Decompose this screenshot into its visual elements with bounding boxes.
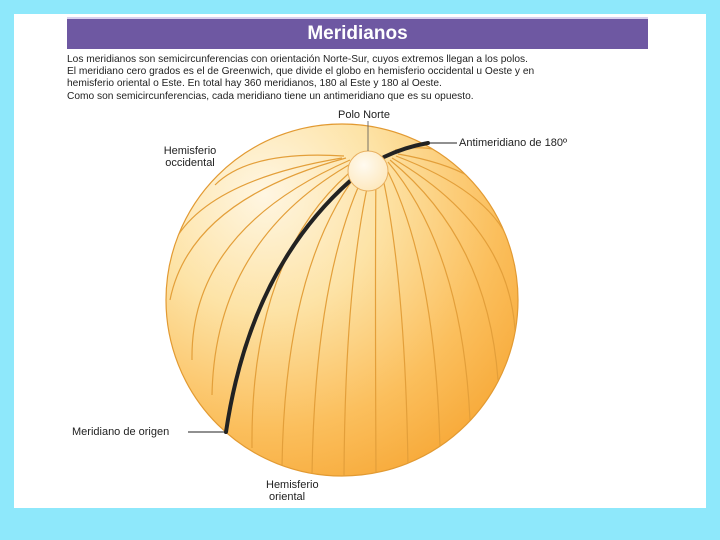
page-title: Meridianos — [67, 17, 648, 49]
intro-line: hemisferio oriental o Este. En total hay 360 meridianos, 180 al Este y 180 al Oeste. — [67, 78, 442, 90]
western-hemisphere-label — [154, 145, 226, 169]
western-hemisphere-line: Hemisferio — [163, 145, 217, 157]
intro-line: Los meridianos son semicircunferencias con orientación Norte-Sur, cuyos extremos llegan a los polos. — [67, 54, 528, 65]
western-hemisphere-line: occidental — [165, 157, 215, 169]
antimeridian-label: Antimeridiano de 180º — [459, 137, 567, 149]
intro-line: El meridiano cero grados es el de Greenwich, que divide el globo en hemisferio occidental u Oeste y en — [67, 66, 535, 78]
prime-meridian-label: Meridiano de origen — [72, 426, 170, 438]
north-pole-cap — [348, 151, 388, 191]
eastern-hemisphere-line: oriental — [269, 491, 306, 503]
north-pole-label: Polo Norte — [338, 109, 390, 121]
globe-sphere — [166, 124, 518, 476]
eastern-hemisphere-line: Hemisferio — [266, 479, 319, 491]
eastern-hemisphere-label — [266, 479, 319, 503]
intro-line: Como son semicircunferencias, cada meridiano tiene un antimeridiano que es su opuesto. — [67, 90, 474, 102]
